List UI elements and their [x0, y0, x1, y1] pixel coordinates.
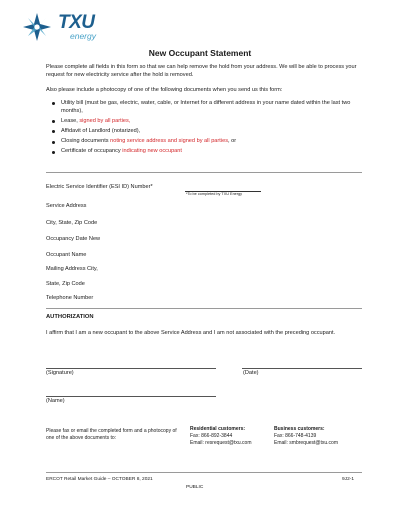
documents-intro: Also please include a photocopy of one of the following documents when you send us this form:	[46, 87, 283, 93]
business-contact	[274, 426, 338, 447]
txu-energy-logo	[22, 11, 102, 45]
list-item: Certificate of occupancy indicating new occupant	[52, 148, 368, 156]
date-field[interactable]	[242, 368, 362, 369]
section-divider	[46, 172, 362, 173]
list-item: Closing documents noting service address and signed by all parties, or	[52, 138, 368, 146]
date-label: (Date)	[243, 370, 259, 376]
residential-fax: Fax: 866-892-3844	[190, 433, 233, 439]
occupant-name-label: Occupant Name	[46, 252, 87, 258]
logo-wordmark: TXU	[58, 12, 95, 33]
state-zip-label: State, Zip Code	[46, 281, 85, 287]
logo-subtitle: energy	[70, 31, 96, 41]
residential-heading: Residential customers:	[190, 426, 246, 432]
submission-instructions: Please fax or email the completed form and a photocopy of one of the above documents to:	[46, 428, 177, 441]
esi-id-note: *To be completed by TXU Energy	[186, 192, 243, 196]
mailing-address-label: Mailing Address City,	[46, 266, 98, 272]
list-item: Lease, signed by all parties,	[52, 118, 368, 126]
residential-contact	[190, 426, 251, 447]
authorization-statement: I affirm that I am a new occupant to the above Service Address and I am not associated with the preceding occupant.	[46, 330, 336, 336]
section-divider	[46, 308, 362, 309]
footer-page-number: 9J2-1	[342, 477, 354, 482]
business-heading: Business customers:	[274, 426, 325, 432]
service-address-label: Service Address	[46, 203, 87, 209]
footer-classification: PUBLIC	[186, 485, 204, 490]
starburst-logo-icon	[22, 11, 56, 45]
business-email[interactable]: Email: smbrequest@txu.com	[274, 440, 338, 446]
name-label: (Name)	[46, 398, 65, 404]
residential-email[interactable]: Email: resrequest@txu.com	[190, 440, 252, 446]
name-field[interactable]	[46, 396, 216, 397]
list-item: Affidavit of Landlord (notarized),	[52, 128, 368, 136]
footer-divider	[46, 472, 362, 473]
page-title: New Occupant Statement	[148, 48, 252, 58]
list-item: Utility bill (must be gas, electric, water, cable, or Internet for a different address in your name dated within the last two months),	[52, 100, 368, 115]
footer-guide-title: ERCOT Retail Market Guide – OCTOBER 8, 2021	[46, 477, 153, 482]
documents-list	[52, 100, 368, 159]
telephone-label: Telephone Number	[46, 295, 94, 301]
signature-field[interactable]	[46, 368, 216, 369]
intro-paragraph: Please complete all fields in this form so that we can help remove the hold from your address. We will be able to process your request for new electricity service after the hold is removed.	[46, 64, 357, 78]
signature-label: (Signature)	[46, 370, 74, 376]
authorization-heading: AUTHORIZATION	[46, 314, 94, 320]
business-fax: Fax: 866-748-4139	[274, 433, 317, 439]
occupancy-date-label: Occupancy Date New	[46, 236, 101, 242]
esi-id-label: Electric Service Identifier (ESI ID) Number*	[46, 184, 153, 190]
city-state-zip-label: City, State, Zip Code	[46, 220, 98, 226]
